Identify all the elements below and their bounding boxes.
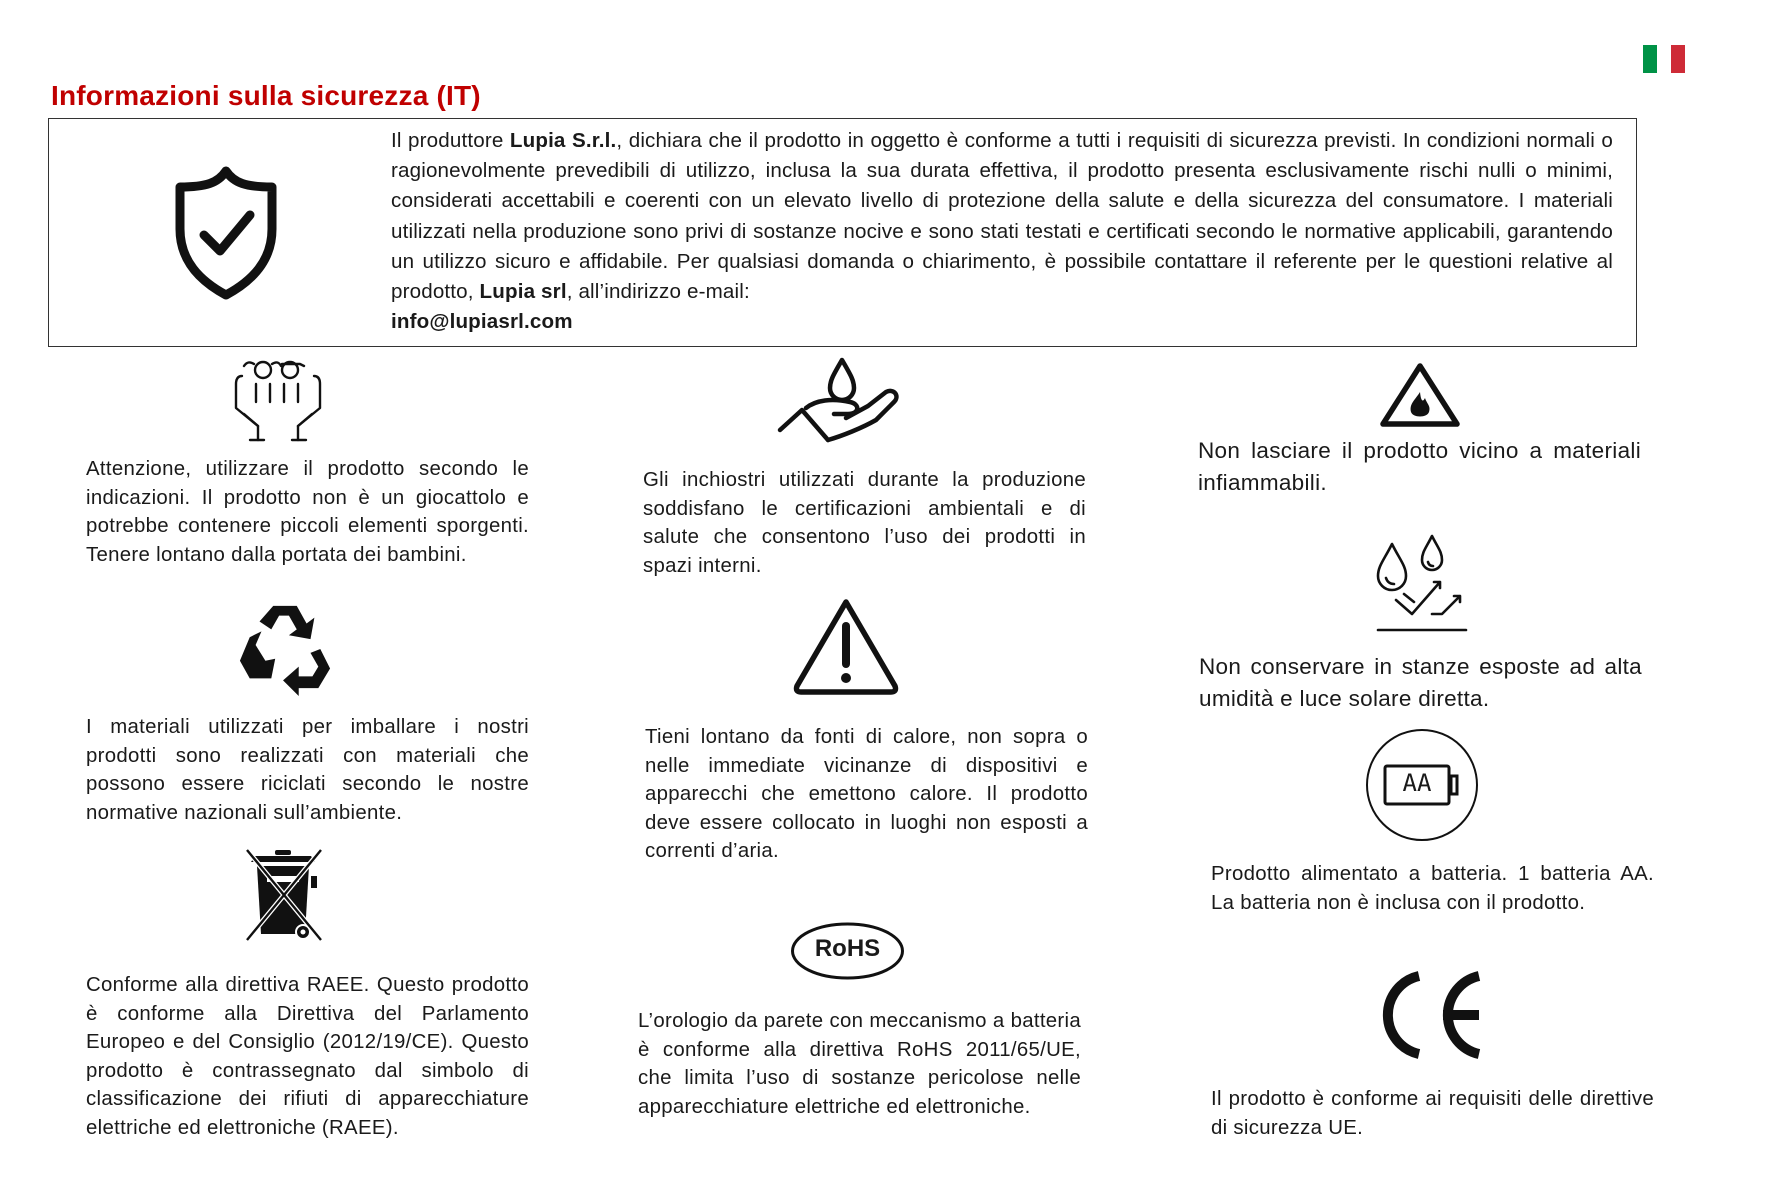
ce-mark-icon	[1375, 970, 1483, 1060]
page-title: Informazioni sulla sicurezza (IT)	[51, 80, 481, 111]
warning-triangle-icon	[791, 596, 901, 696]
notice-text-heat: Tieni lontano da fonti di calore, non sopra o nelle immediate vicinanze di dispositivi e apparecchi che emettono calore. Il prodotto deve essere collocato in luoghi non esposti a correnti d’aria.	[645, 726, 1088, 863]
flag-white-stripe	[1657, 45, 1671, 73]
rohs-badge-label: RoHS	[814, 935, 881, 962]
flag-green-stripe	[1643, 45, 1657, 73]
contact-name: Lupia srl	[479, 280, 567, 304]
crossed-bin-icon	[245, 848, 323, 942]
notice-text-weee: Conforme alla direttiva RAEE. Questo prodotto è conforme alla Direttiva del Parlamento Europeo e del Consiglio (2012/19/CE). Questo prodotto è contrassegnato dal simbolo di classificazione dei rifiuti di apparecchiature elettriche ed elettroniche (RAEE).	[86, 974, 529, 1139]
intro-text-part: Il produttore	[391, 129, 510, 152]
flammable-warning-icon	[1379, 362, 1461, 428]
notice-text-inks: Gli inchiostri utilizzati durante la produzione soddisfano le certificazioni ambientali e di salute che consentono l’uso dei prodotti in spazi interni.	[643, 469, 1086, 577]
notice-text-humidity: Non conservare in stanze esposte ad alta umidità e luce solare diretta.	[1199, 654, 1642, 711]
contact-email-link[interactable]: info@lupiasrl.com	[391, 310, 573, 334]
notice-text-recycle: I materiali utilizzati per imballare i nostri prodotti sono realizzati con materiali che possono essere riciclati secondo le nostre normative nazionali sull’ambiente.	[86, 716, 529, 824]
intro-text	[391, 126, 1613, 337]
notice-text-children: Attenzione, utilizzare il prodotto secondo le indicazioni. Il prodotto non è un giocattolo e potrebbe contenere piccoli elementi sporgenti. Tenere lontano dalla portata dei bambini.	[86, 458, 529, 566]
intro-text-part: , all’indirizzo e-mail:	[566, 280, 750, 304]
aa-battery-label: AA	[1402, 769, 1432, 797]
humidity-sunlight-icon	[1374, 532, 1470, 632]
recycle-icon	[236, 598, 334, 696]
intro-text-part: , dichiara che il prodotto in oggetto è conforme a tutti i requisiti di sicurezza previsti. In condizioni normali o ragionevolmente prevedibili di utilizzo, inclusa la sua durata effettiva, il prodotto presenta esclusivamente rischi nulli o minimi, considerati accettabili e coerenti con un elevato livello di protezione della salute e della sicurezza del consumatore. I materiali utilizzati nella produzione sono privi di sostanze nocive e sono stati testati e certificati secondo le normative applicabili, garantendo un utilizzo sicuro e affidabile. Per qualsiasi domanda o chiarimento, è possibile contattare il referente per le questioni relative al prodotto,	[391, 129, 1613, 304]
hand-water-drop-icon	[776, 356, 908, 448]
flag-red-stripe	[1671, 45, 1685, 73]
notice-text-ce: Il prodotto è conforme ai requisiti delle direttive di sicurezza UE.	[1211, 1088, 1654, 1139]
notice-text-flammable: Non lasciare il prodotto vicino a materiali infiammabili.	[1198, 438, 1641, 495]
children-hands-icon	[232, 356, 324, 442]
shield-check-icon	[166, 163, 286, 303]
company-name: Lupia S.r.l.	[509, 129, 617, 152]
italy-flag-icon	[1643, 45, 1685, 73]
notice-text-battery: Prodotto alimentato a batteria. 1 batteria AA. La batteria non è inclusa con il prodotto.	[1211, 863, 1654, 914]
notice-text-rohs: L’orologio da parete con meccanismo a batteria è conforme alla direttiva RoHS 2011/65/UE, che limita l’uso di sostanze pericolose nelle apparecchiature elettriche ed elettroniche.	[638, 1010, 1081, 1118]
